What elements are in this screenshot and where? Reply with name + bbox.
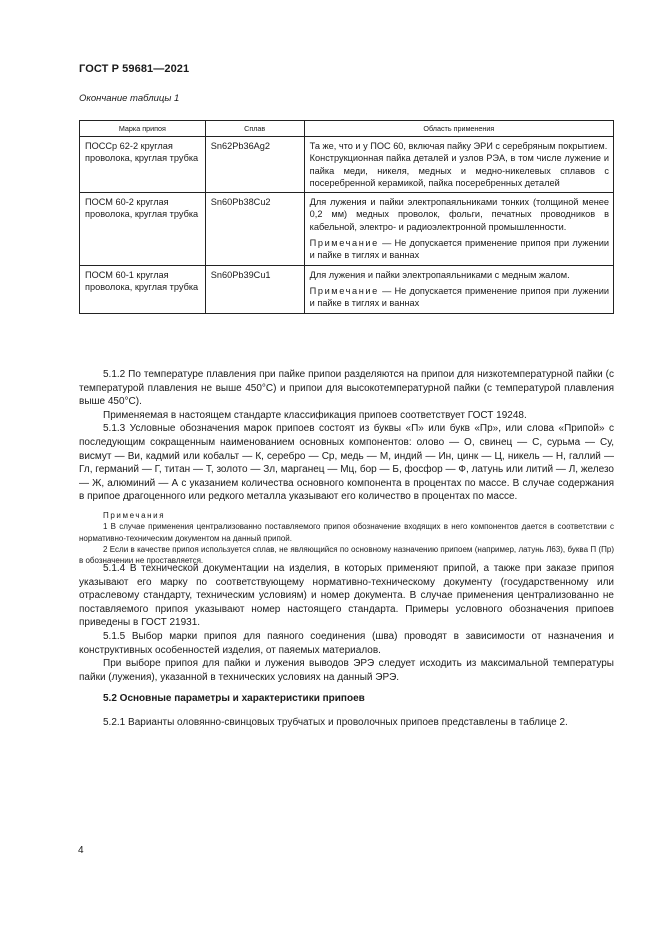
- note-text: — Не допускается применение припоя при лужении и пайке в тиглях и ваннах: [309, 285, 609, 309]
- table-row: [80, 193, 614, 265]
- cell-grade: ПОСМ 60-2 круглая проволока, круглая трубка: [80, 193, 206, 265]
- paragraph: 5.1.4 В технической документации на изделия, в которых применяют припой, а также при заказе припоя указывают его марку по соответствующему нормативно-техническому документу (государственному или отраслевому стандарту, техническим условиям) и номер документа. В случае применения централизованно не поставляемого припоя указывают номер настоящего стандарта. Примеры условного обозначения припоев приведены в ГОСТ 21931.: [79, 563, 614, 629]
- notes-block: [79, 510, 614, 566]
- note-item: 1 В случае применения централизованно поставляемого припоя обозначение входящих в него компонентов дается в соответствии с нормативно-техническим документом на данный припой.: [79, 522, 614, 543]
- note-text: — Не допускается применение припоя при лужении и пайке в тиглях и ваннах: [309, 238, 609, 261]
- body-section-b: [79, 562, 614, 684]
- solder-table: [79, 120, 614, 314]
- section-title: 5.2 Основные параметры и характеристики припоев: [103, 693, 365, 704]
- application-text: Та же, что и у ПОС 60, включая пайку ЭРИ с серебряным покрытием.: [309, 141, 608, 151]
- body-section-a: [79, 368, 614, 566]
- cell-grade: ПОСМ 60-1 круглая проволока, круглая трубка: [80, 265, 206, 313]
- notes-heading: Примечания: [103, 510, 166, 520]
- column-header-application: Область применения: [304, 121, 613, 137]
- document-header: ГОСТ Р 59681—2021: [79, 63, 190, 75]
- note-label: Примечание: [309, 285, 379, 296]
- cell-alloy: Sn60Pb38Cu2: [205, 193, 304, 265]
- cell-grade: ПОССр 62-2 круглая проволока, круглая трубка: [80, 137, 206, 193]
- note-item: 2 Если в качестве припоя используется сплав, не являющийся по основному назначению припоем (например, латунь Л63), буква П (Пр) в обозначении не проставляется.: [79, 544, 614, 566]
- cell-alloy: Sn62Pb36Ag2: [205, 137, 304, 193]
- paragraph: 5.1.2 По температуре плавления при пайке припои разделяются на припои для низкотемпературной пайки (с температурой плавления не выше 450°С) и припои для высокотемпературной пайки (с температурой плавления выше 450°С).: [79, 369, 614, 408]
- cell-application: [304, 265, 613, 313]
- note-label: Примечание: [309, 238, 379, 249]
- paragraph: 5.2.1 Варианты оловянно-свинцовых трубчатых и проволочных припоев представлены в таблице 2.: [103, 717, 568, 728]
- row-note: [310, 237, 609, 262]
- page-number: 4: [78, 845, 84, 856]
- cell-application: [304, 137, 613, 193]
- application-text: Для лужения и пайки электропаяльниками тонких (толщиной менее 0,2 мм) медных проволок, фольги, печатных проводников в кабельной, электро- и радиоэлектронной промышленности.: [309, 197, 609, 232]
- body-section-c: [79, 716, 614, 730]
- application-text: Конструкционная пайка деталей и узлов РЭА, в том числе лужение и пайка меди, никеля, медных и медно-никелевых сплавов с посеребренной керамикой, пайка посеребренных деталей: [309, 153, 609, 188]
- paragraph: 5.1.3 Условные обозначения марок припоев состоят из буквы «П» или букв «Пр», или слова «Припой» с последующим сокращенным наименованием основных компонентов: олово — О, свинец — С, сурьма — Су, висмут — Ви, кадмий или кобальт — К, серебро — Ср, медь — М, индий — Ин, цинк — Ц, никель — Н, галлий — Гл, германий — Г, титан — Т, золото — Зл, марганец — Мц, бор — Б, фосфор — Ф, латунь или литий — Л, железо — Ж, алюминий — А с указанием количества основного компонента в процентах по массе. В случае содержания в припое драгоценного или редкого металла указывают его количество в процентах по массе.: [79, 423, 614, 503]
- column-header-alloy: Сплав: [205, 121, 304, 137]
- row-note: [310, 285, 609, 310]
- paragraph: 5.1.5 Выбор марки припоя для паяного соединения (шва) проводят в зависимости от назначения и конструктивных особенностей изделия, от паяемых материалов.: [79, 630, 614, 656]
- paragraph: При выборе припоя для пайки и лужения выводов ЭРЭ следует исходить из максимальной температуры пайки (лужения), указанной в технических условиях на данный ЭРЭ.: [79, 658, 614, 683]
- application-text: Для лужения и пайки электропаяльниками с медным жалом.: [309, 269, 570, 280]
- column-header-grade: Марка припоя: [80, 121, 206, 137]
- table-row: [80, 137, 614, 193]
- cell-application: [304, 193, 613, 265]
- paragraph: Применяемая в настоящем стандарте классификация припоев соответствует ГОСТ 19248.: [103, 409, 527, 421]
- table-header-row: [80, 121, 614, 137]
- table-caption: Окончание таблицы 1: [79, 93, 180, 104]
- cell-alloy: Sn60Pb39Cu1: [205, 265, 304, 313]
- table-row: [80, 265, 614, 313]
